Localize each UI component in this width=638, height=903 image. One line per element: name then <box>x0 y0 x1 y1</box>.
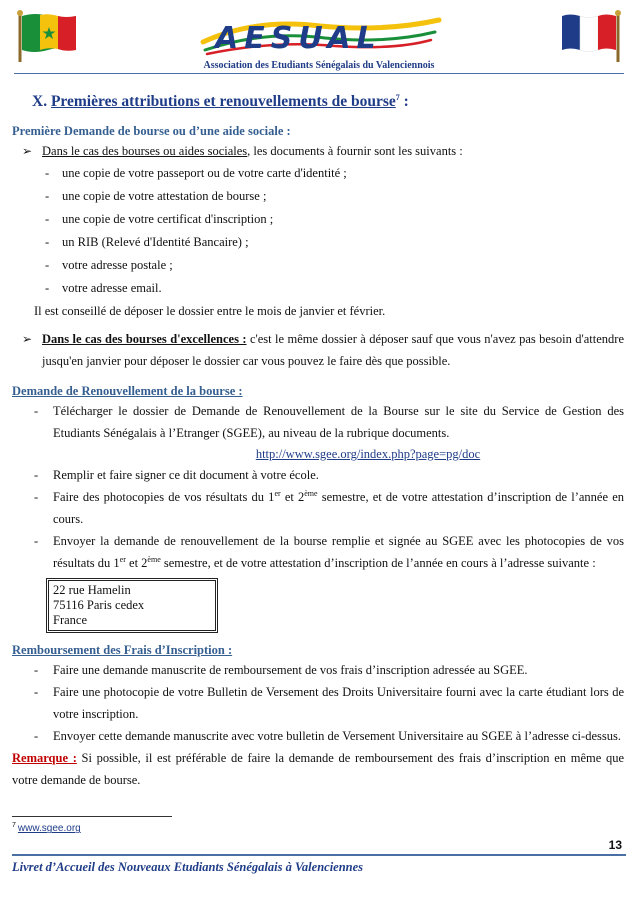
list-item: - Envoyer cette demande manuscrite avec votre bulletin de Versement Universitaire au SGEE à l’adresse ci-dessus. <box>34 729 621 743</box>
documents-list <box>12 162 624 300</box>
header-divider <box>14 73 624 74</box>
address-line: 75116 Paris cedex <box>53 598 145 612</box>
list-item: - une copie de votre certificat d'inscription ; <box>45 212 274 226</box>
page-header <box>0 0 638 80</box>
footnote-number: 7 <box>12 822 16 829</box>
list-item-text: une copie de votre certificat d'inscription ; <box>62 212 274 226</box>
renewal-list-continued <box>12 464 624 574</box>
list-item: - une copie de votre attestation de bourse ; <box>45 189 267 203</box>
aesual-logo <box>195 12 445 60</box>
list-item-text: votre adresse postale ; <box>62 258 173 272</box>
arrow-bullet-icon: ➢ <box>22 332 33 346</box>
list-item-text: Faire des photocopies de vos résultats du 1er et 2ème semestre, et de votre attestation d’inscription de l’année en cours. <box>53 488 624 526</box>
sgee-address-box <box>46 578 218 633</box>
case-social-aid-text: , les documents à fournir sont les suivants : <box>247 144 463 158</box>
list-item: - Faire une demande manuscrite de remboursement de vos frais d’inscription adressée au SGEE. <box>34 663 528 677</box>
renewal-list <box>12 400 624 444</box>
footnote <box>12 822 81 834</box>
case-excellence-label: Dans le cas des bourses d'excellences : <box>42 332 247 346</box>
list-item: - Faire une photocopie de votre Bulletin de Versement des Droits Universitaire fourni avec la carte étudiant lors de votre inscription. <box>34 685 624 721</box>
list-item: - Faire des photocopies de vos résultats du 1er et 2ème semestre, et de votre attestation d’inscription de l’année en cours. <box>34 488 624 526</box>
list-item: - votre adresse postale ; <box>45 258 173 272</box>
remark-label: Remarque : <box>12 751 77 765</box>
advice-text: Il est conseillé de déposer le dossier entre le mois de janvier et février. <box>34 304 386 318</box>
remark-paragraph <box>12 747 624 791</box>
first-request-heading: Première Demande de bourse ou d’une aide sociale : <box>12 124 291 138</box>
arrow-bullet-icon: ➢ <box>22 144 33 158</box>
footer-divider <box>12 854 626 856</box>
list-item-text: Faire une demande manuscrite de remboursement de vos frais d’inscription adressée au SGEE. <box>53 663 528 677</box>
refund-list <box>12 659 624 747</box>
list-item-text: Envoyer cette demande manuscrite avec votre bulletin de Versement Universitaire au SGEE à l’adresse ci-dessus. <box>53 729 621 743</box>
list-item-text: Envoyer la demande de renouvellement de la bourse remplie et signée au SGEE avec les photocopies de vos résultats du 1er et 2ème semestre, et de votre attestation d’inscription de l’année en cours à l’adresse suivante : <box>53 534 624 570</box>
list-item-text: Télécharger le dossier de Demande de Renouvellement de la Bourse sur le site du Service de Gestion des Etudiants Sénégalais à l’Etranger (SGEE), au niveau de la rubrique documents. <box>53 404 624 440</box>
case-social-aid-label: Dans le cas des bourses ou aides sociales <box>42 144 248 158</box>
section-number: X. <box>32 93 51 110</box>
section-title-text: Premières attributions et renouvellements de bourse <box>50 93 396 110</box>
renewal-heading: Demande de Renouvellement de la bourse : <box>12 384 243 398</box>
senegal-flag-icon <box>14 10 78 62</box>
logo-text: AESUAL <box>215 21 382 56</box>
list-item-text: une copie de votre passeport ou de votre carte d'identité ; <box>62 166 347 180</box>
france-flag-icon <box>560 10 624 62</box>
address-line: 22 rue Hamelin <box>53 583 131 597</box>
list-item-text: Remplir et faire signer ce dit document à votre école. <box>53 468 319 482</box>
footnote-link[interactable]: www.sgee.org <box>17 823 81 835</box>
case-excellence <box>12 328 624 372</box>
section-title <box>32 92 624 112</box>
list-item: - une copie de votre passeport ou de votre carte d'identité ; <box>45 166 347 180</box>
list-item-text: Faire une photocopie de votre Bulletin de Versement des Droits Universitaire fourni avec la carte étudiant lors de votre inscription. <box>53 685 624 721</box>
page-footer: Livret d’Accueil des Nouveaux Etudiants Sénégalais à Valenciennes <box>12 860 364 874</box>
refund-heading: Remboursement des Frais d’Inscription : <box>12 643 233 657</box>
sgee-documents-link[interactable]: http://www.sgee.org/index.php?page=pg/doc <box>255 447 481 461</box>
list-item-text: votre adresse email. <box>62 281 162 295</box>
list-item: - Télécharger le dossier de Demande de Renouvellement de la Bourse sur le site du Service de Gestion des Etudiants Sénégalais à l’Etranger (SGEE), au niveau de la rubrique documents. <box>34 404 624 440</box>
list-item: - Remplir et faire signer ce dit document à votre école. <box>34 468 319 482</box>
footnote-divider <box>12 816 172 817</box>
list-item-text: un RIB (Relevé d'Identité Bancaire) ; <box>62 235 249 249</box>
main-content <box>12 92 624 791</box>
address-line: France <box>53 613 88 627</box>
list-item: - votre adresse email. <box>45 281 162 295</box>
list-item: - Envoyer la demande de renouvellement de la bourse remplie et signée au SGEE avec les photocopies de vos résultats du 1er et 2ème semestre, et de votre attestation d’inscription de l’année en cours à l’adresse suivante : <box>34 534 624 570</box>
association-name: Association des Etudiants Sénégalais du Valenciennois <box>203 60 435 71</box>
footnote-ref[interactable]: 7 <box>395 92 400 102</box>
list-item-text: une copie de votre attestation de bourse ; <box>62 189 267 203</box>
page-number: 13 <box>608 838 622 852</box>
remark-text: Si possible, il est préférable de faire la demande de remboursement des frais d’inscription en même que votre demande de bourse. <box>12 751 624 787</box>
section-title-suffix: : <box>399 93 409 110</box>
case-social-aid <box>12 140 624 162</box>
case-excellence-text: c'est le même dossier à déposer sauf que vous n'avez pas besoin d'attendre jusqu'en janvier pour déposer le dossier car vous pouvez le faire dès que possible. <box>42 332 624 368</box>
list-item: - un RIB (Relevé d'Identité Bancaire) ; <box>45 235 249 249</box>
